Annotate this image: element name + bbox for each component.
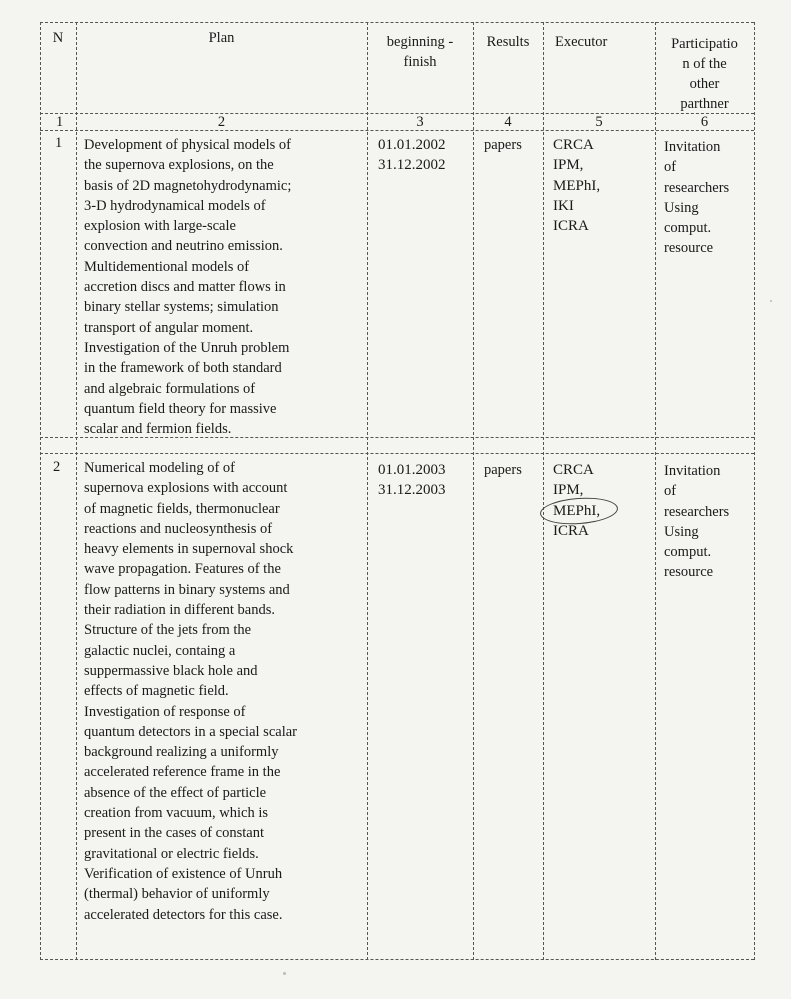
plan-line: Investigation of response of	[84, 703, 246, 720]
header-period	[367, 32, 473, 72]
results-cell: papers	[484, 137, 522, 153]
participation-line: researchers	[664, 179, 730, 196]
plan-line: supernova explosions with account	[84, 480, 288, 497]
handwritten-circle	[539, 495, 619, 526]
plan-line: the supernova explosions, on the	[84, 157, 274, 174]
executor-item: MEPhI,	[553, 177, 601, 194]
participation-line: of	[664, 159, 677, 176]
scan-speck	[283, 972, 286, 975]
row-number: 1	[55, 135, 63, 151]
plan-line: their radiation in different bands.	[84, 602, 275, 619]
plan-line: scalar and fermion fields.	[84, 421, 232, 438]
participation-line: comput.	[664, 220, 712, 237]
executor-cell	[553, 135, 600, 236]
executor-item: MEPhI,	[553, 502, 601, 519]
period-end: 31.12.2003	[378, 482, 446, 499]
plan-line: gravitational or electric fields.	[84, 845, 259, 862]
plan-line: Multidementional models of	[84, 258, 250, 275]
plan-line: heavy elements in supernoval shock	[84, 541, 294, 558]
plan-line: galactic nuclei, containg a	[84, 642, 236, 659]
table-border	[40, 22, 754, 23]
plan-line: present in the cases of constant	[84, 825, 264, 842]
header-participation-line: parthner	[680, 96, 729, 112]
plan-line: accelerated detectors for this case.	[84, 906, 283, 923]
header-participation-line: n of the	[682, 56, 727, 72]
plan-line: (thermal) behavior of uniformly	[84, 886, 270, 903]
executor-item: CRCA	[553, 462, 594, 478]
table-border	[40, 959, 754, 960]
plan-cell	[84, 135, 360, 439]
col-number: 6	[700, 114, 709, 130]
participation-cell	[664, 461, 729, 583]
participation-line: resource	[664, 240, 714, 257]
header-n: N	[52, 30, 64, 46]
plan-line: flow patterns in binary systems and	[84, 581, 290, 598]
header-participation-line: Participatio	[671, 36, 738, 52]
plan-line: background realizing a uniformly	[84, 744, 279, 761]
header-period-line: beginning -	[386, 34, 454, 50]
plan-line: suppermassive black hole and	[84, 662, 258, 679]
participation-cell	[664, 137, 729, 259]
plan-line: wave propagation. Features of the	[84, 561, 281, 578]
scan-speck	[770, 300, 772, 302]
plan-line: convection and neutrino emission.	[84, 238, 283, 255]
plan-line: Development of physical models of	[84, 137, 291, 153]
period-end: 31.12.2002	[378, 157, 446, 174]
col-number: 3	[416, 114, 424, 130]
header-results: Results	[486, 34, 530, 50]
table-border	[40, 22, 41, 960]
header-participation	[655, 34, 754, 114]
period-cell	[378, 460, 446, 501]
executor-item: CRCA	[553, 137, 594, 153]
header-plan: Plan	[208, 30, 235, 46]
plan-line: quantum detectors in a special scalar	[84, 723, 297, 740]
participation-line: researchers	[664, 503, 730, 520]
period-start: 01.01.2003	[378, 462, 446, 478]
plan-line: explosion with large-scale	[84, 218, 236, 235]
header-period-line: finish	[403, 54, 437, 70]
plan-line: Investigation of the Unruh problem	[84, 339, 290, 356]
plan-line: in the framework of both standard	[84, 360, 282, 377]
plan-line: reactions and nucleosynthesis of	[84, 520, 273, 537]
participation-line: Invitation	[664, 139, 721, 155]
plan-line: Structure of the jets from the	[84, 622, 252, 639]
plan-line: creation from vacuum, which is	[84, 805, 269, 822]
plan-line: accretion discs and matter flows in	[84, 279, 286, 296]
row-number: 2	[53, 459, 61, 475]
period-start: 01.01.2002	[378, 137, 446, 153]
col-number: 2	[217, 114, 226, 130]
plan-line: Numerical modeling of of	[84, 460, 235, 476]
plan-line: and algebraic formulations of	[84, 380, 256, 397]
executor-item: IPM,	[553, 482, 584, 499]
plan-line: absence of the effect of particle	[84, 784, 267, 801]
plan-cell	[84, 458, 360, 925]
col-number: 5	[595, 114, 603, 130]
participation-line: of	[664, 483, 677, 500]
participation-line: Invitation	[664, 463, 721, 479]
plan-line: transport of angular moment.	[84, 319, 254, 336]
table-border	[473, 22, 474, 960]
header-participation-line: other	[689, 76, 720, 92]
table-border	[40, 453, 754, 454]
header-executor: Executor	[555, 34, 608, 50]
results-cell: papers	[484, 462, 522, 478]
plan-line: quantum field theory for massive	[84, 400, 277, 417]
table-border	[754, 22, 755, 960]
table-border	[367, 22, 368, 960]
executor-item: ICRA	[553, 522, 589, 539]
col-number: 4	[504, 114, 512, 130]
executor-item: IKI	[553, 197, 574, 214]
participation-line: comput.	[664, 544, 712, 561]
plan-line: Verification of existence of Unruh	[84, 865, 283, 882]
period-cell	[378, 135, 446, 176]
plan-line: of magnetic fields, thermonuclear	[84, 500, 280, 517]
table-border	[655, 22, 656, 960]
plan-line: binary stellar systems; simulation	[84, 299, 279, 316]
plan-line: accelerated reference frame in the	[84, 764, 281, 781]
table-border	[543, 22, 544, 960]
executor-item: IPM,	[553, 157, 584, 174]
table-border	[76, 22, 77, 960]
participation-line: resource	[664, 564, 714, 581]
plan-line: effects of magnetic field.	[84, 683, 229, 700]
plan-line: 3-D hydrodynamical models of	[84, 197, 266, 214]
executor-item: ICRA	[553, 218, 589, 235]
col-number: 1	[56, 114, 64, 130]
participation-line: Using	[664, 199, 699, 216]
participation-line: Using	[664, 523, 699, 540]
plan-line: basis of 2D magnetohydrodynamic;	[84, 177, 292, 194]
